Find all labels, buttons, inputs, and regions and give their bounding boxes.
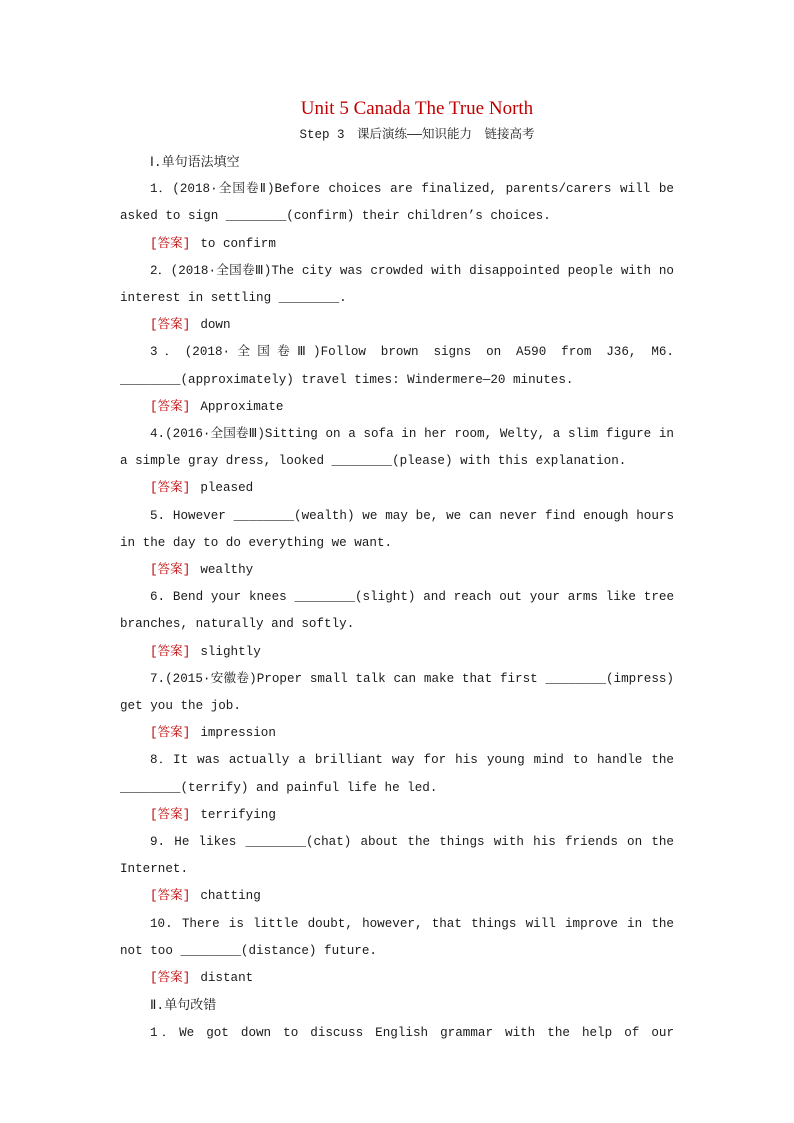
answer-label: [答案] bbox=[150, 971, 191, 986]
answer-label: [答案] bbox=[150, 236, 191, 251]
answer-value: wealthy bbox=[200, 563, 254, 578]
page-subtitle: Step 3 课后演练——知识能力 链接高考 bbox=[299, 128, 535, 142]
answer-value: slightly bbox=[200, 644, 261, 659]
question-text: 1．(2018·全国卷Ⅱ)Before choices are finalized, parents/carers will be asked to sign ________(confirm) their children’s choices. bbox=[120, 182, 674, 224]
answer-line bbox=[120, 394, 674, 421]
section-heading-grammar-fill: Ⅰ.单句语法填空 bbox=[150, 155, 240, 170]
answer-label: [答案] bbox=[150, 318, 191, 333]
answer-line bbox=[120, 639, 674, 666]
question-text: 2．(2018·全国卷Ⅲ)The city was crowded with disappointed people with no interest in settling ________. bbox=[120, 263, 674, 306]
answer-value: pleased bbox=[200, 481, 254, 496]
answer-value: terrifying bbox=[200, 807, 276, 822]
question-text: 4.(2016·全国卷Ⅲ)Sitting on a sofa in her room, Welty, a slim figure in a simple gray dress, looked ________(please) with this explanation. bbox=[120, 427, 674, 469]
correction-question-text: 1．We got down to discuss English grammar with the help of our bbox=[150, 1025, 674, 1040]
answer-value: chatting bbox=[200, 889, 261, 904]
answer-label: [答案] bbox=[150, 889, 191, 904]
answer-value: Approximate bbox=[200, 399, 284, 414]
answer-label: [答案] bbox=[150, 726, 191, 741]
answer-line bbox=[120, 557, 674, 584]
answer-value: impression bbox=[200, 726, 276, 741]
question-text: 9. He likes ________(chat) about the things with his friends on the Internet. bbox=[120, 835, 674, 877]
section-heading-error-correction: Ⅱ.单句改错 bbox=[150, 998, 217, 1014]
answer-value: to confirm bbox=[200, 236, 276, 251]
answer-line bbox=[120, 720, 674, 747]
question-text: 10. There is little doubt, however, that things will improve in the not too ________(distance) future. bbox=[120, 916, 674, 958]
answer-line bbox=[120, 965, 674, 992]
answer-line bbox=[120, 883, 674, 910]
answer-label: [答案] bbox=[150, 644, 191, 659]
answer-value: down bbox=[200, 318, 231, 333]
answer-label: [答案] bbox=[150, 807, 191, 822]
answer-line bbox=[120, 802, 674, 829]
question-text: 7.(2015·安徽卷)Proper small talk can make that first ________(impress) get you the job. bbox=[120, 671, 674, 714]
question-text: 3．(2018·全国卷Ⅲ)Follow brown signs on A590 from J36, M6. ________(approximately) travel times: Windermere—20 minutes. bbox=[120, 345, 674, 387]
question-list bbox=[120, 176, 674, 992]
page-title: Unit 5 Canada The True North bbox=[300, 98, 534, 119]
answer-value: distant bbox=[200, 971, 254, 986]
question-text: 5. However ________(wealth) we may be, we can never find enough hours in the day to do everything we want. bbox=[120, 508, 674, 550]
answer-label: [答案] bbox=[150, 481, 191, 496]
question-text: 8．It was actually a brilliant way for his young mind to handle the ________(terrify) and painful life he led. bbox=[120, 753, 674, 795]
answer-line bbox=[120, 231, 674, 258]
document-page bbox=[120, 95, 674, 1047]
answer-label: [答案] bbox=[150, 563, 191, 578]
answer-label: [答案] bbox=[150, 399, 191, 414]
question-text: 6. Bend your knees ________(slight) and reach out your arms like tree branches, naturally and softly. bbox=[120, 590, 674, 632]
answer-line bbox=[120, 312, 674, 339]
answer-line bbox=[120, 475, 674, 502]
